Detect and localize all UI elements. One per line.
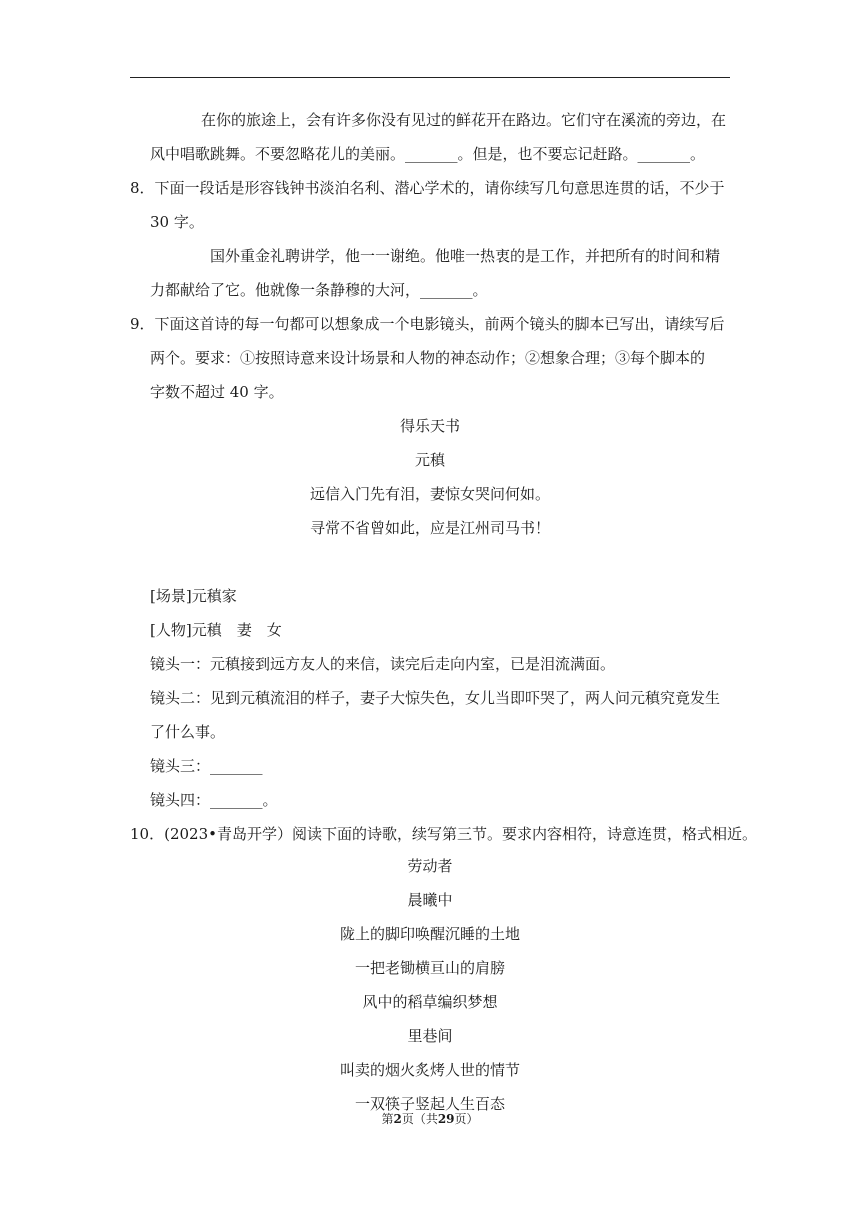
q10-poem-line: 劳动者 [407,857,453,875]
q9-prompt-line3: 字数不超过 40 字。 [150,383,284,401]
footer-prefix: 第 [381,1112,394,1126]
q9-shot2-line1: 镜头二：见到元稹流泪的样子，妻子大惊失色，女儿当即吓哭了，两人问元稹究竟发生 [150,689,721,707]
q10-poem-line: 晨曦中 [407,891,453,909]
q9-scene: [场景]元稹家 [150,587,237,605]
q9-prompt-line2: 两个。要求：①按照诗意来设计场景和人物的神态动作；②想象合理；③每个脚本的 [150,349,706,367]
q10-poem-line: 风中的稻草编织梦想 [362,993,498,1011]
footer-total-pages: 29 [437,1112,455,1126]
q8-prompt-line2: 30 字。 [150,213,204,231]
q9-shot2-line2: 了什么事。 [150,723,226,741]
q9-shot4: 镜头四：_______。 [150,791,278,809]
page-footer [130,1111,730,1127]
q10-poem-line: 一把老锄横亘山的肩膀 [354,959,505,977]
q9-shot1: 镜头一：元稹接到远方友人的来信，读完后走向内室，已是泪流满面。 [150,655,616,673]
q8-prompt-line1: 8．下面一段话是形容钱钟书淡泊名利、潜心学术的，请你续写几句意思连贯的话，不少于 [130,179,725,197]
footer-mid: 页（共 [401,1112,438,1126]
q7-text-line1: 在你的旅途上，会有许多你没有见过的鲜花开在路边。它们守在溪流的旁边，在 [201,111,727,129]
header-rule [130,77,730,78]
q9-shot3: 镜头三：_______ [150,757,263,775]
q8-text-line2: 力都献给了它。他就像一条静穆的大河，_______。 [150,281,488,299]
footer-suffix: 页） [454,1112,479,1126]
q9-prompt-line1: 9．下面这首诗的每一句都可以想象成一个电影镜头，前两个镜头的脚本已写出，请续写后 [130,315,725,333]
footer-page-number: 2 [393,1112,402,1126]
q10-poem-line: 叫卖的烟火炙烤人世的情节 [339,1061,520,1079]
q7-text-line2: 风中唱歌跳舞。不要忽略花儿的美丽。_______。但是，也不要忘记赶路。_______。 [150,145,706,163]
q9-poem-line2: 寻常不省曾如此，应是江州司马书！ [309,519,550,537]
q9-poem-title: 得乐天书 [399,417,460,435]
q10-poem-line: 里巷间 [407,1027,453,1045]
q8-text-line1: 国外重金礼聘讲学，他一一谢绝。他唯一热衷的是工作，并把所有的时间和精 [210,247,721,265]
q10-poem-line: 陇上的脚印唤醒沉睡的土地 [339,925,520,943]
q9-poem-line1: 远信入门先有泪，妻惊女哭问何如。 [309,485,550,503]
q9-poem-author: 元稹 [414,451,445,469]
q9-people: [人物]元稹 妻 女 [150,621,282,639]
q10-poem-line: 一双筷子竖起人生百态 [354,1095,505,1113]
q10-prompt: 10．(2023•青岛开学）阅读下面的诗歌，续写第三节。要求内容相符，诗意连贯，格式相近。 [130,825,757,843]
